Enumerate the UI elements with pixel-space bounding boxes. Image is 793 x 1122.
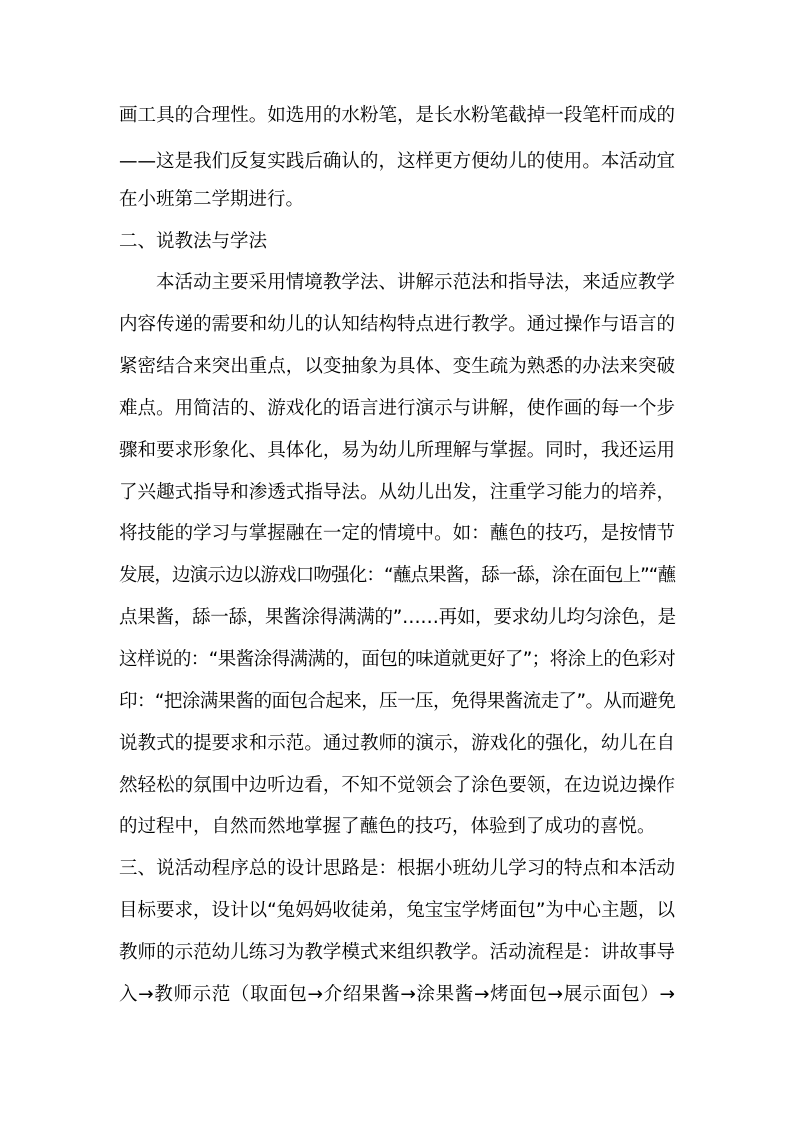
text-line-11: 将技能的学习与掌握融在一定的情境中。如：蘸色的技巧，是按情节 (119, 523, 675, 544)
text-line-14: 这样说的：“果酱涂得满满的，面包的味道就更好了”；将涂上的色彩对 (119, 649, 675, 670)
text-line-1: 画工具的合理性。如选用的水粉笔，是长水粉笔截掉一段笔杆而成的 (119, 105, 675, 126)
text-line-7: 紧密结合来突出重点，以变抽象为具体、变生疏为熟悉的办法来突破 (119, 356, 675, 377)
text-line-2: ——这是我们反复实践后确认的，这样更方便幼儿的使用。本活动宜 (119, 151, 675, 172)
text-line-9: 骤和要求形象化、具体化，易为幼儿所理解与掌握。同时，我还运用 (119, 440, 675, 461)
text-line-12: 发展，边演示边以游戏口吻强化：“蘸点果酱，舔一舔，涂在面包上”“蘸 (119, 565, 675, 586)
text-line-21: 教师的示范幼儿练习为教学模式来组织教学。活动流程是：讲故事导 (119, 942, 675, 963)
text-line-18: 的过程中，自然而然地掌握了蘸色的技巧，体验到了成功的喜悦。 (119, 816, 656, 837)
text-line-10: 了兴趣式指导和渗透式指导法。从幼儿出发，注重学习能力的培养， (119, 482, 675, 503)
text-line-17: 然轻松的氛围中边听边看，不知不觉领会了涂色要领，在边说边操作 (119, 775, 675, 796)
text-line-13: 点果酱，舔一舔，果酱涂得满满的”……再如，要求幼儿均匀涂色，是 (119, 607, 676, 628)
section-heading-activity-program: 三、说活动程序总的设计思路是：根据小班幼儿学习的特点和本活动 (119, 858, 675, 879)
text-line-15: 印：“把涂满果酱的面包合起来，压一压，免得果酱流走了”。从而避免 (119, 691, 675, 712)
section-heading-teaching-methods: 二、说教法与学法 (119, 231, 268, 252)
text-line-6: 内容传递的需要和幼儿的认知结构特点进行教学。通过操作与语言的 (119, 314, 675, 335)
text-line-22: 入→教师示范（取面包→介绍果酱→涂果酱→烤面包→展示面包）→ (119, 984, 675, 1005)
text-line-16: 说教式的提要求和示范。通过教师的演示，游戏化的强化，幼儿在自 (119, 733, 675, 754)
text-line-5: 本活动主要采用情境教学法、讲解示范法和指导法，来适应教学 (156, 272, 675, 293)
text-line-8: 难点。用简洁的、游戏化的语言进行演示与讲解，使作画的每一个步 (119, 398, 675, 419)
text-line-20: 目标要求，设计以“兔妈妈收徒弟，兔宝宝学烤面包”为中心主题，以 (119, 900, 675, 921)
text-line-3: 在小班第二学期进行。 (119, 189, 305, 210)
